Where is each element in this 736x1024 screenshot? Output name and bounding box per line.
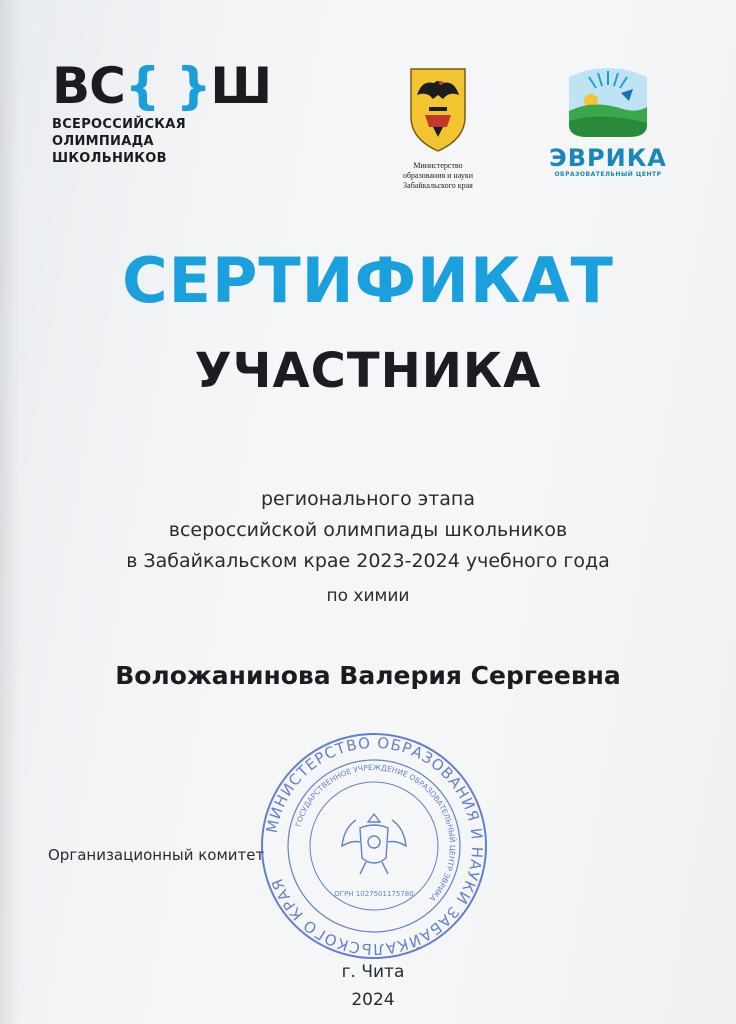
vos-mark-braces: { } [124, 57, 211, 115]
stamp-ogrn: ОГРН 1027501175780 [334, 890, 414, 898]
coat-of-arms-icon [403, 65, 473, 155]
evrika-name: ЭВРИКА [549, 144, 667, 172]
evrika-emblem-icon [563, 63, 653, 141]
vos-caption-line3: ШКОЛЬНИКОВ [52, 151, 167, 166]
subject-line: по химии [326, 586, 410, 606]
certificate-description [0, 484, 736, 612]
vos-logo-mark [52, 57, 312, 115]
description-line2: всероссийской олимпиады школьников [168, 519, 568, 541]
description-line3: в Забайкальском крае 2023-2024 учебного года [126, 550, 610, 572]
ministry-caption-line3: Забайкальского края [403, 181, 473, 190]
vos-mark-right: Ш [210, 57, 272, 115]
evrika-subtitle: ОБРАЗОВАТЕЛЬНЫЙ ЦЕНТР [554, 171, 662, 178]
stamp-outer-text: МИНИСТЕРСТВО ОБРАЗОВАНИЯ И НАУКИ ЗАБАЙКАЛЬСКОГО КРАЯ [262, 733, 487, 959]
city-block [0, 958, 736, 1014]
ministry-caption-line2: образования и науки [402, 171, 474, 180]
city-name: г. Чита [341, 962, 405, 982]
recipient-name: Воложанинова Валерия Сергеевна [115, 661, 621, 690]
vos-caption-line1: ВСЕРОССИЙСКАЯ [52, 117, 186, 132]
vos-logo-caption [52, 116, 312, 167]
stamp-inner-text: ГОСУДАРСТВЕННОЕ УЧРЕЖДЕНИЕ ОБРАЗОВАТЕЛЬНЫЙ ЦЕНТР ЭВРИКА [293, 762, 458, 904]
official-stamp-icon [256, 728, 492, 964]
vos-caption-line2: ОЛИМПИАДА [52, 134, 154, 149]
ministry-caption [388, 161, 488, 191]
vos-logo [52, 57, 312, 167]
ministry-caption-line1: Министерство [413, 161, 463, 170]
evrika-logo [538, 63, 678, 178]
committee-label: Организационный комитет [48, 846, 265, 864]
ministry-logo [388, 65, 488, 191]
description-line1: регионального этапа [260, 488, 475, 510]
certificate-subtitle: УЧАСТНИКА [194, 343, 542, 399]
vos-mark-left: ВС [52, 57, 125, 115]
svg-text:ГОСУДАРСТВЕННОЕ УЧРЕЖДЕНИЕ ОБР [294, 763, 457, 904]
certificate-year: 2024 [351, 990, 395, 1010]
certificate-title: СЕРТИФИКАТ [122, 244, 614, 317]
